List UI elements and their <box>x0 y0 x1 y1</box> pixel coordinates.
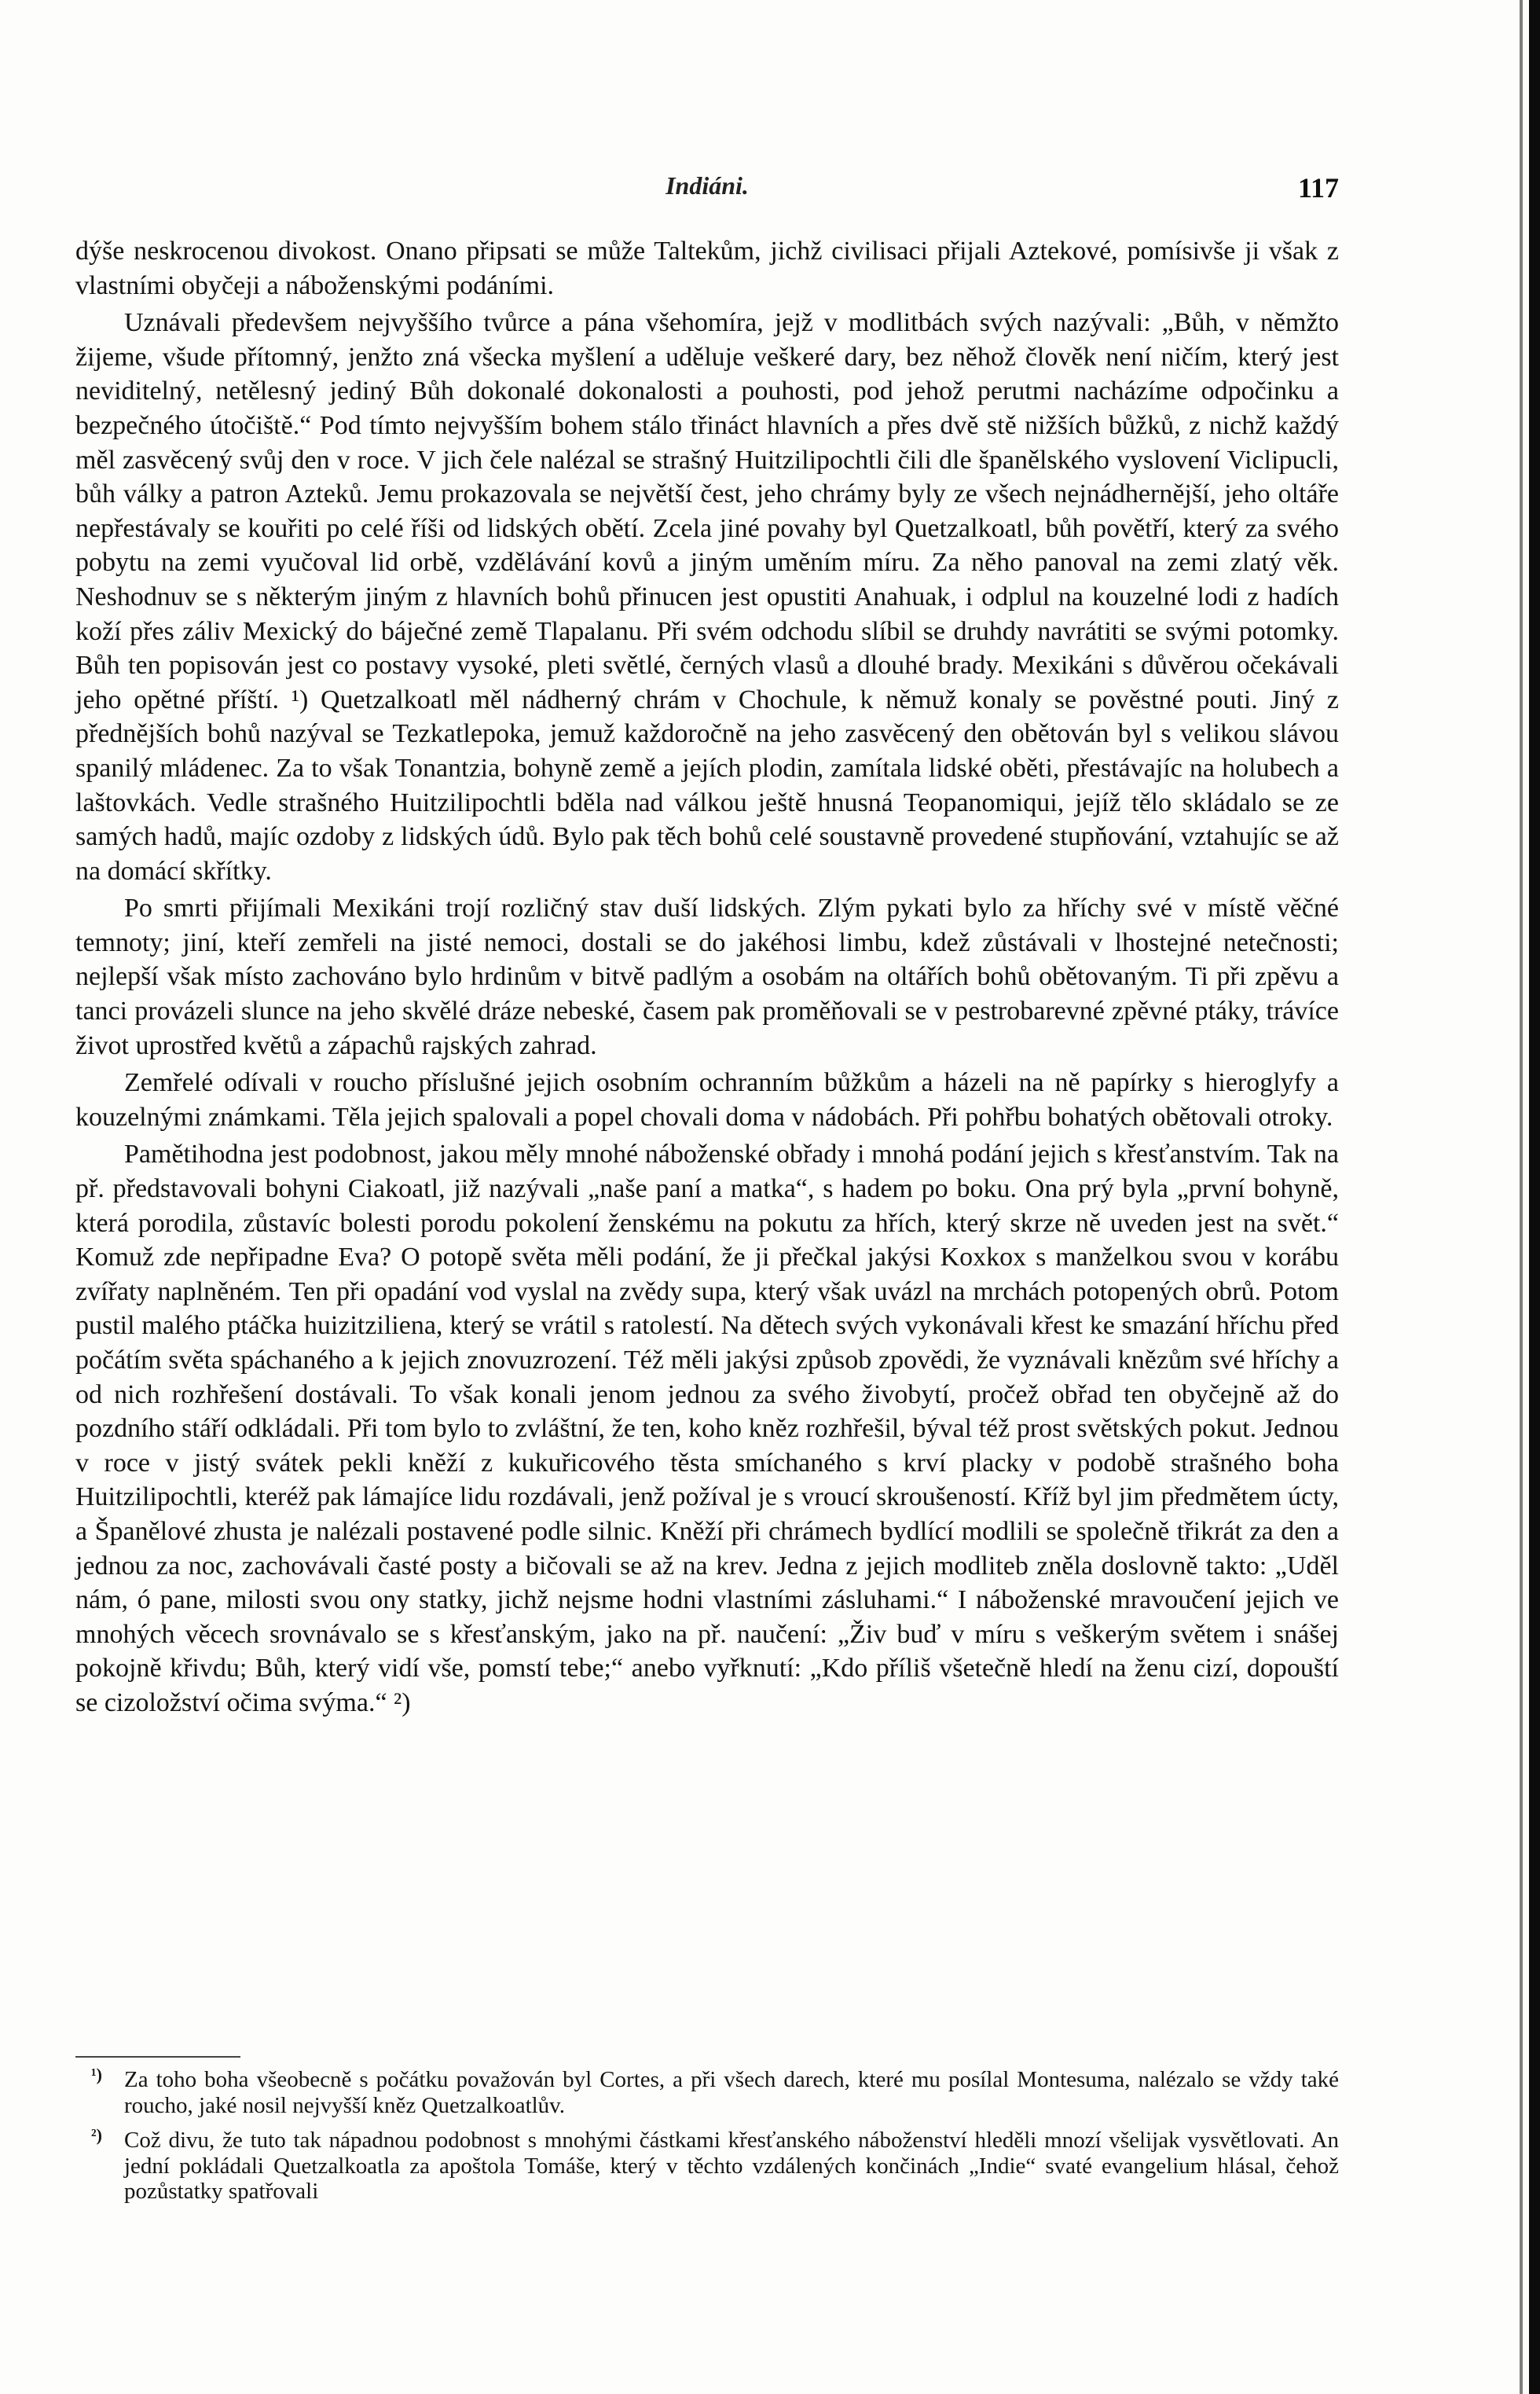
footnote-mark: ²) <box>91 2125 102 2145</box>
paragraph: Pamětihodna jest podobnost, jakou měly mnohé náboženské obřady i mnohá podání jejich s křesťanstvím. Tak na př. představovali bohyni Ciakoatl, již nazývali „naše paní a matka“, s hadem po boku. Ona prý byla „první bohyně, která porodila, zůstavíc bolesti porodu pokolení ženskému na pokutu za hřích, který skrze ně uveden jest na svět.“ Komuž zde nepřipadne Eva? O potopě světa měli podání, že ji přečkal jakýsi Koxkox s manželkou svou v korábu zvířaty naplněném. Ten při opadání vod vyslal na zvědy supa, který však uvázl na mrchách potopených obrů. Potom pustil malého ptáčka huizitziliena, který se vrátil s ratolestí. Na dětech svých vykonávali křest ke smazání hříchu před počátím světa spáchaného a k jejich znovuzrození. Též měli jakýsi způsob zpovědi, že vyznávali knězům své hříchy a od nich rozhřešení dostávali. To však konali jenom jednou za svého živobytí, pročež obřad ten obyčejně až do pozdního stáří odkládali. Při tom bylo to zvláštní, že ten, koho kněz rozhřešil, býval též prost světských pokut. Jednou v roce v jistý svátek pekli kněží z kukuřicového těsta smíchaného s krví placky v podobě strašného boha Huitzilipochtli, kteréž pak lámajíce lidu rozdávali, jenž požíval je s vroucí skroušeností. Kříž byl jim předmětem úcty, a Španělové zhusta je nalézali postavené podle silnic. Kněží při chrámech bydlící modlili se společně třikrát za den a jednou za noc, zachovávali časté posty a bičovali se až na krev. Jedna z jejich modliteb zněla doslovně takto: „Uděl nám, ó pane, milosti svou ony statky, jichž nejsme hodni vlastními zásluhami.“ I náboženské mravoučení jejich ve mnohých věcech srovnávalo se s křesťanským, jako na př. naučení: „Živ buď v míru s veškerým světem i snášej pokojně křivdu; Bůh, který vidí vše, pomstí tebe;“ anebo vyřknutí: „Kdo příliš všetečně hledí na ženu cizí, dopouští se cizoložství očima svýma.“ ²) <box>75 1140 1339 1717</box>
footnote <box>75 2125 1339 2205</box>
page-number: 117 <box>1297 172 1339 204</box>
running-title: Indiáni. <box>666 171 749 200</box>
footnote-text: Což divu, že tuto tak nápadnou podobnost s mnohými částkami křesťanského náboženství hleděli mnozí všelijak vysvětlovati. An jední pokládali Quetzalkoatla za apoštola Tomáše, který v těchto vzdálených končinách „Indie“ svaté evangelium hlásal, čehož pozůstatky spatřovali <box>124 2128 1339 2204</box>
paragraph: Zemřelé odívali v roucho příslušné jejich osobním ochranním bůžkům a házeli na ně papírky s hieroglyfy a kouzelnými známkami. Těla jejich spalovali a popel chovali doma v nádobách. Při pohřbu bohatých obětovali otroky. <box>75 1068 1339 1132</box>
body-text <box>75 234 1339 1720</box>
footnotes <box>75 2067 1339 2214</box>
paragraph: dýše neskrocenou divokost. Onano připsati se může Taltekům, jichž civilisaci přijali Aztekové, pomísivše ji však z vlastními obyčeji a náboženskými podáními. <box>75 237 1339 300</box>
paragraph: Po smrti přijímali Mexikáni trojí rozličný stav duší lidských. Zlým pykati bylo za hříchy své v místě věčné temnoty; jiní, kteří zemřeli na jisté nemoci, dostali se do jakéhosi limbu, kdež zůstávali v lhostejné netečnosti; nejlepší však místo zachováno bylo hrdinům v bitvě padlým a osobám na oltářích bohů obětovaným. Ti při zpěvu a tanci provázeli slunce na jeho skvělé dráze nebeské, časem pak proměňovali se v pestrobarevné zpěvné ptáky, trávíce život uprostřed květů a zápachů rajských zahrad. <box>75 894 1339 1060</box>
footnote-text: Za toho boha všeobecně s počátku považován byl Cortes, a při všech darech, které mu posílal Montesuma, nalézalo se vždy také roucho, jaké nosil nejvyšší kněz Quetzalkoatlův. <box>124 2067 1339 2118</box>
scan-edge-border <box>1529 0 1540 2394</box>
page-header <box>75 171 1339 211</box>
footnote <box>75 2067 1339 2118</box>
scan-edge-shadow <box>1520 0 1523 2394</box>
footnote-mark: ¹) <box>91 2065 102 2084</box>
footnote-rule <box>75 2056 240 2058</box>
paragraph: Uznávali předevšem nejvyššího tvůrce a pána všehomíra, jejž v modlitbách svých nazývali: „Bůh, v němžto žijeme, všude přítomný, jenžto zná všecka myšlení a uděluje veškeré dary, bez něhož člověk není ničím, který jest neviditelný, netělesný jediný Bůh dokonalé dokonalosti a pouhosti, pod jehož perutmi nacházíme odpočinku a bezpečného útočiště.“ Pod tímto nejvyšším bohem stálo třináct hlavních a přes dvě stě nižších bůžků, z nichž každý měl zasvěcený svůj den v roce. V jich čele nalézal se strašný Huitzilipochtli čili dle španělského vyslovení Viclipucli, bůh války a patron Azteků. Jemu prokazovala se největší čest, jeho chrámy byly ze všech nejnádhernější, jeho oltáře nepřestávaly se kouřiti po celé říši od lidských obětí. Zcela jiné povahy byl Quetzalkoatl, bůh povětří, který za svého pobytu na zemi vyučoval lid orbě, vzdělávání kovů a jiným uměním míru. Za něho panoval na zemi zlatý věk. Neshodnuv se s některým jiným z hlavních bohů přinucen jest opustiti Anahuak, i odplul na kouzelné lodi z hadích koží přes záliv Mexický do báječné země Tlapalanu. Při svém odchodu slíbil se druhdy navrátiti se svými potomky. Bůh ten popisován jest co postavy vysoké, pleti světlé, černých vlasů a dlouhé brady. Mexikáni s důvěrou očekávali jeho opětné příští. ¹) Quetzalkoatl měl nádherný chrám v Chochule, k němuž konaly se pověstné pouti. Jiný z přednějších bohů nazýval se Tezkatlepoka, jemuž každoročně na jeho zasvěcený den obětován byl s velikou slávou spanilý mládenec. Za to však Tonantzia, bohyně země a jejích plodin, zamítala lidské oběti, přestávajíc na holubech a laštovkách. Vedle strašného Huitzilipochtli bděla nad válkou ještě hnusná Teopanomiqui, jejíž tělo skládalo se ze samých hadů, majíc ozdoby z lidských údů. Bylo pak těch bohů celé soustavně provedené stupňování, vztahujíc se až na domácí skřítky. <box>75 308 1339 886</box>
